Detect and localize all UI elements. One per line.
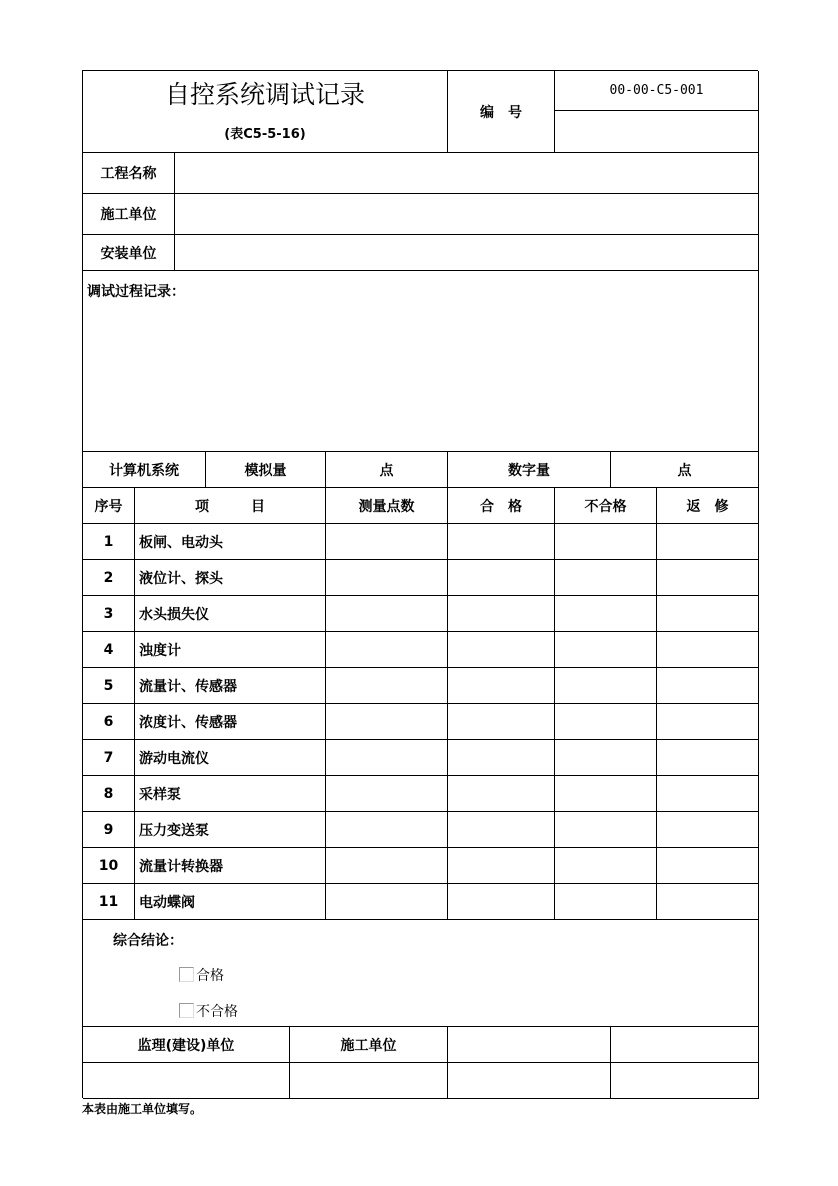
repair-field[interactable] xyxy=(657,596,759,632)
title-cell xyxy=(83,71,448,153)
pass-field[interactable] xyxy=(448,740,555,776)
row-item: 流量计、传感器 xyxy=(135,668,326,704)
repair-field[interactable] xyxy=(657,776,759,812)
col-item: 项 目 xyxy=(135,488,326,524)
conclusion-label: 综合结论： xyxy=(113,933,183,949)
fail-label: 不合格 xyxy=(196,1004,238,1020)
number-value-2[interactable] xyxy=(555,111,759,153)
form-code: (表C5-5-16) xyxy=(224,127,306,142)
points-field[interactable] xyxy=(326,668,448,704)
row-item: 浓度计、传感器 xyxy=(135,704,326,740)
number-value[interactable]: 00-00-C5-001 xyxy=(555,71,759,111)
pass-field[interactable] xyxy=(448,524,555,560)
conclusion-cell xyxy=(83,920,759,1027)
install-unit-field[interactable] xyxy=(175,235,759,271)
process-record-label: 调试过程记录： xyxy=(87,284,185,300)
col-no: 序号 xyxy=(83,488,135,524)
row-item: 电动蝶阀 xyxy=(135,884,326,920)
footer-note: 本表由施工单位填写。 xyxy=(82,1102,203,1116)
fail-field[interactable] xyxy=(555,632,657,668)
project-name-field[interactable] xyxy=(175,153,759,194)
pass-field[interactable] xyxy=(448,632,555,668)
fail-field[interactable] xyxy=(555,884,657,920)
sign-blank-1[interactable] xyxy=(448,1027,611,1063)
col-repair: 返 修 xyxy=(657,488,759,524)
row-item: 流量计转换器 xyxy=(135,848,326,884)
row-number: 2 xyxy=(83,560,135,596)
row-item: 压力变送泵 xyxy=(135,812,326,848)
repair-field[interactable] xyxy=(657,632,759,668)
col-pass: 合 格 xyxy=(448,488,555,524)
row-number: 6 xyxy=(83,704,135,740)
row-number: 10 xyxy=(83,848,135,884)
sign-blank-3[interactable] xyxy=(448,1063,611,1099)
fail-field[interactable] xyxy=(555,524,657,560)
repair-field[interactable] xyxy=(657,668,759,704)
digital-unit: 点 xyxy=(611,452,759,488)
points-field[interactable] xyxy=(326,812,448,848)
points-field[interactable] xyxy=(326,560,448,596)
row-number: 3 xyxy=(83,596,135,632)
page-title: 自控系统调试记录 xyxy=(164,80,365,109)
analog-unit: 点 xyxy=(326,452,448,488)
row-number: 4 xyxy=(83,632,135,668)
repair-field[interactable] xyxy=(657,848,759,884)
fail-field[interactable] xyxy=(555,812,657,848)
pass-field[interactable] xyxy=(448,812,555,848)
pass-field[interactable] xyxy=(448,560,555,596)
points-field[interactable] xyxy=(326,596,448,632)
construction-sign-field[interactable] xyxy=(290,1063,448,1099)
install-unit-label: 安装单位 xyxy=(83,235,175,271)
supervisor-sign-field[interactable] xyxy=(83,1063,290,1099)
construction-unit-label: 施工单位 xyxy=(83,194,175,235)
construction-sign-label: 施工单位 xyxy=(290,1027,448,1063)
pass-field[interactable] xyxy=(448,776,555,812)
pass-field[interactable] xyxy=(448,884,555,920)
pass-label: 合格 xyxy=(196,968,224,984)
points-field[interactable] xyxy=(326,524,448,560)
row-number: 8 xyxy=(83,776,135,812)
row-number: 5 xyxy=(83,668,135,704)
project-name-label: 工程名称 xyxy=(83,153,175,194)
pass-field[interactable] xyxy=(448,668,555,704)
row-item: 浊度计 xyxy=(135,632,326,668)
fail-field[interactable] xyxy=(555,560,657,596)
points-field[interactable] xyxy=(326,884,448,920)
fail-field[interactable] xyxy=(555,668,657,704)
computer-system-label: 计算机系统 xyxy=(83,452,206,488)
repair-field[interactable] xyxy=(657,812,759,848)
row-number: 1 xyxy=(83,524,135,560)
fail-field[interactable] xyxy=(555,596,657,632)
pass-field[interactable] xyxy=(448,596,555,632)
points-field[interactable] xyxy=(326,740,448,776)
fail-field[interactable] xyxy=(555,704,657,740)
repair-field[interactable] xyxy=(657,704,759,740)
col-points: 测量点数 xyxy=(326,488,448,524)
repair-field[interactable] xyxy=(657,560,759,596)
fail-checkbox[interactable] xyxy=(179,1003,194,1018)
points-field[interactable] xyxy=(326,704,448,740)
col-fail: 不合格 xyxy=(555,488,657,524)
construction-unit-field[interactable] xyxy=(175,194,759,235)
repair-field[interactable] xyxy=(657,884,759,920)
sign-blank-2[interactable] xyxy=(611,1027,759,1063)
row-item: 液位计、探头 xyxy=(135,560,326,596)
row-item: 采样泵 xyxy=(135,776,326,812)
points-field[interactable] xyxy=(326,776,448,812)
digital-label: 数字量 xyxy=(448,452,611,488)
pass-option[interactable] xyxy=(179,965,224,985)
debug-record-form xyxy=(82,70,758,1098)
repair-field[interactable] xyxy=(657,740,759,776)
number-label: 编 号 xyxy=(448,71,555,153)
points-field[interactable] xyxy=(326,848,448,884)
fail-option[interactable] xyxy=(179,1001,238,1021)
row-number: 9 xyxy=(83,812,135,848)
row-item: 板闸、电动头 xyxy=(135,524,326,560)
points-field[interactable] xyxy=(326,632,448,668)
fail-field[interactable] xyxy=(555,776,657,812)
pass-field[interactable] xyxy=(448,704,555,740)
row-item: 游动电流仪 xyxy=(135,740,326,776)
fail-field[interactable] xyxy=(555,740,657,776)
pass-checkbox[interactable] xyxy=(179,967,194,982)
row-number: 7 xyxy=(83,740,135,776)
pass-field[interactable] xyxy=(448,848,555,884)
row-item: 水头损失仪 xyxy=(135,596,326,632)
fail-field[interactable] xyxy=(555,848,657,884)
sign-blank-4[interactable] xyxy=(611,1063,759,1099)
analog-label: 模拟量 xyxy=(206,452,326,488)
row-number: 11 xyxy=(83,884,135,920)
process-record-field[interactable] xyxy=(83,271,759,452)
repair-field[interactable] xyxy=(657,524,759,560)
supervisor-label: 监理(建设)单位 xyxy=(83,1027,290,1063)
